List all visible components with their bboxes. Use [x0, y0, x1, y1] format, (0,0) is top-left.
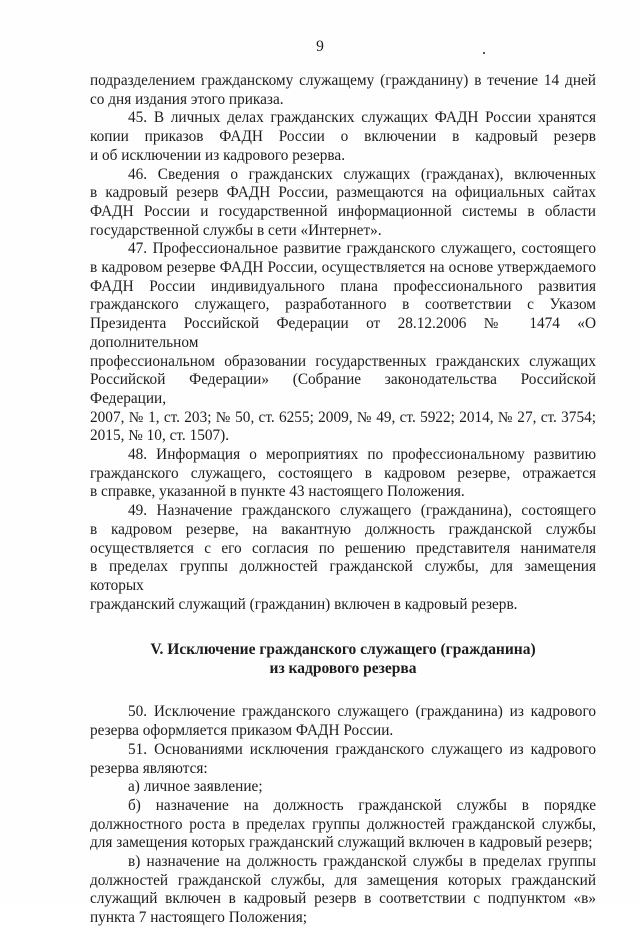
text-line: должностей гражданской службы, для замещения которых гражданский [90, 871, 596, 889]
text-line: 45. В личных делах гражданских служащих ФАДН России хранятся [128, 109, 596, 127]
text-line: 51. Основаниями исключения гражданского служащего из кадрового [128, 740, 596, 758]
text-line: 49. Назначение гражданского служащего (гражданина), состоящего [128, 502, 596, 520]
section-heading-line-2: из кадрового резерва [269, 660, 417, 678]
paragraph-p45 [90, 109, 596, 165]
text-line: профессиональном образовании государственных гражданских служащих [90, 352, 596, 370]
text-line: гражданский служащий (гражданин) включен в кадровый резерв. [90, 595, 518, 613]
page-number: 9 [316, 38, 324, 55]
text-line: подразделением гражданскому служащему (гражданину) в течение 14 дней [90, 72, 596, 89]
text-line: для замещения которых гражданский служащий включен в кадровый резерв; [90, 834, 593, 852]
text-line: ФАДН России и государственной информационной системы в области [90, 202, 596, 220]
text-line: в пределах группы должностей гражданской службы, для замещения которых [90, 558, 596, 594]
text-line: в справке, указанной в пункте 43 настоящего Положения. [90, 483, 465, 501]
text-line: и об исключении из кадрового резерва. [90, 146, 346, 164]
text-line: в кадровом резерве ФАДН России, осуществляется на основе утверждаемого [90, 259, 596, 277]
text-line: в) назначение на должность гражданской службы в пределах группы [128, 853, 596, 871]
text-line: б) назначение на должность гражданской службы в порядке [128, 796, 596, 814]
text-line: 2007, № 1, ст. 203; № 50, ст. 6255; 2009, № 49, ст. 5922; 2014, № 27, ст. 3754; [90, 408, 596, 426]
paragraph-p44-end [90, 72, 596, 109]
text-line: копии приказов ФАДН России о включении в кадровый резерв [90, 128, 596, 146]
paragraph-p48 [90, 446, 596, 502]
text-line: резерва оформляется приказом ФАДН России. [90, 722, 394, 740]
text-line: 47. Профессиональное развитие гражданского служащего, состоящего [128, 240, 596, 258]
paragraph-p51 [90, 741, 596, 778]
paragraph-p51b [90, 797, 596, 853]
text-line: гражданского служащего, разработанного в соответствии с Указом [90, 296, 596, 314]
paragraphs-after-section [90, 703, 596, 927]
paragraphs-before-section [90, 72, 596, 614]
text-line: осуществляется с его согласия по решению представителя нанимателя [90, 539, 596, 557]
section-heading-line-1: V. Исключение гражданского служащего (гражданина) [150, 641, 536, 659]
section-heading [90, 640, 596, 678]
text-line: в кадровом резерве, на вакантную должность гражданской службы [90, 520, 596, 538]
text-line: 2015, № 10, ст. 1507). [90, 427, 230, 445]
text-line: 46. Сведения о гражданских служащих (гражданах), включенных [128, 165, 596, 183]
paragraph-p47 [90, 240, 596, 446]
text-line: ФАДН России индивидуального плана профессионального развития [90, 277, 596, 295]
text-line: государственной службы в сети «Интернет». [90, 221, 382, 239]
paragraph-p46 [90, 166, 596, 241]
text-line: Президента Российской Федерации от 28.12.2006 № 1474 «О дополнительном [90, 315, 596, 351]
paragraph-p51a [90, 778, 596, 797]
text-line: гражданского служащего, состоящего в кадровом резерве, отражается [90, 464, 596, 482]
document-body [90, 72, 596, 928]
text-line: в кадровый резерв ФАДН России, размещаются на официальных сайтах [90, 184, 596, 202]
paragraph-p51v [90, 853, 596, 928]
text-line: резерва являются: [90, 759, 208, 777]
text-line: пункта 7 настоящего Положения; [90, 909, 307, 927]
text-line: Российской Федерации» (Собрание законодательства Российской Федерации, [90, 371, 596, 407]
scan-speck [483, 52, 485, 54]
text-line: 48. Информация о мероприятиях по профессиональному развитию [128, 446, 596, 464]
paragraph-p50 [90, 703, 596, 740]
text-line: со дня издания этого приказа. [90, 90, 284, 108]
text-line: 50. Исключение гражданского служащего (гражданина) из кадрового [128, 703, 596, 721]
text-line: а) личное заявление; [128, 778, 263, 796]
text-line: служащий включен в кадровый резерв в соответствии с подпунктом «в» [90, 890, 596, 908]
paragraph-p49 [90, 502, 596, 614]
text-line: должностного роста в пределах группы должностей гражданской службы, [90, 815, 596, 833]
